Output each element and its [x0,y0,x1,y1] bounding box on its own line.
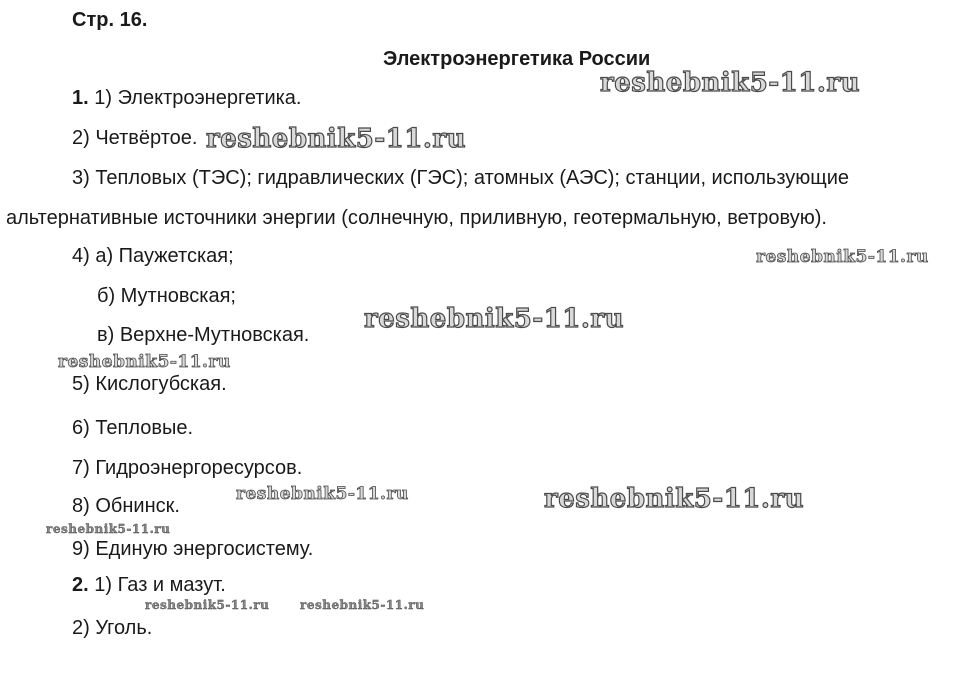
answer-text: 1) Электроэнергетика. [94,87,302,109]
watermark: reshebnik5-11.ru [46,522,171,536]
watermark: reshebnik5-11.ru [600,68,861,98]
answer-1-6: 6) Тепловые. [72,417,194,439]
watermark: reshebnik5-11.ru [58,352,231,372]
answer-1-7: 7) Гидроэнергоресурсов. [72,457,303,479]
watermark: reshebnik5-11.ru [544,484,805,514]
watermark: reshebnik5-11.ru [145,598,270,612]
task-number: 2. [72,574,89,596]
watermark: reshebnik5-11.ru [236,484,409,504]
watermark: reshebnik5-11.ru [364,304,625,334]
page-label: Стр. 16. [72,9,148,31]
answer-1-1 [72,86,302,110]
answer-1-4a: 4) а) Паужетская; [72,245,234,267]
answer-1-4b: б) Мутновская; [97,285,236,307]
watermark: reshebnik5-11.ru [756,247,929,267]
answer-1-9: 9) Единую энергосистему. [72,538,314,560]
answer-text: 1) Газ и мазут. [94,574,226,596]
answer-1-3: 3) Тепловых (ТЭС); гидравлических (ГЭС); атомных (АЭС); станции, использующие [72,167,850,189]
answer-1-4c: в) Верхне-Мутновская. [97,324,310,346]
answer-1-8: 8) Обнинск. [72,495,180,517]
task-number: 1. [72,87,89,109]
watermark: reshebnik5-11.ru [206,124,467,154]
answer-2-1 [72,573,226,597]
answer-1-3-continued: альтернативные источники энергии (солнечную, приливную, геотермальную, ветровую). [6,207,827,229]
watermark: reshebnik5-11.ru [300,598,425,612]
answer-1-5: 5) Кислогубская. [72,373,227,395]
answer-2-2: 2) Уголь. [72,617,153,639]
page-title: Электроэнергетика России [383,48,651,70]
answer-1-2: 2) Четвёртое. [72,127,198,149]
